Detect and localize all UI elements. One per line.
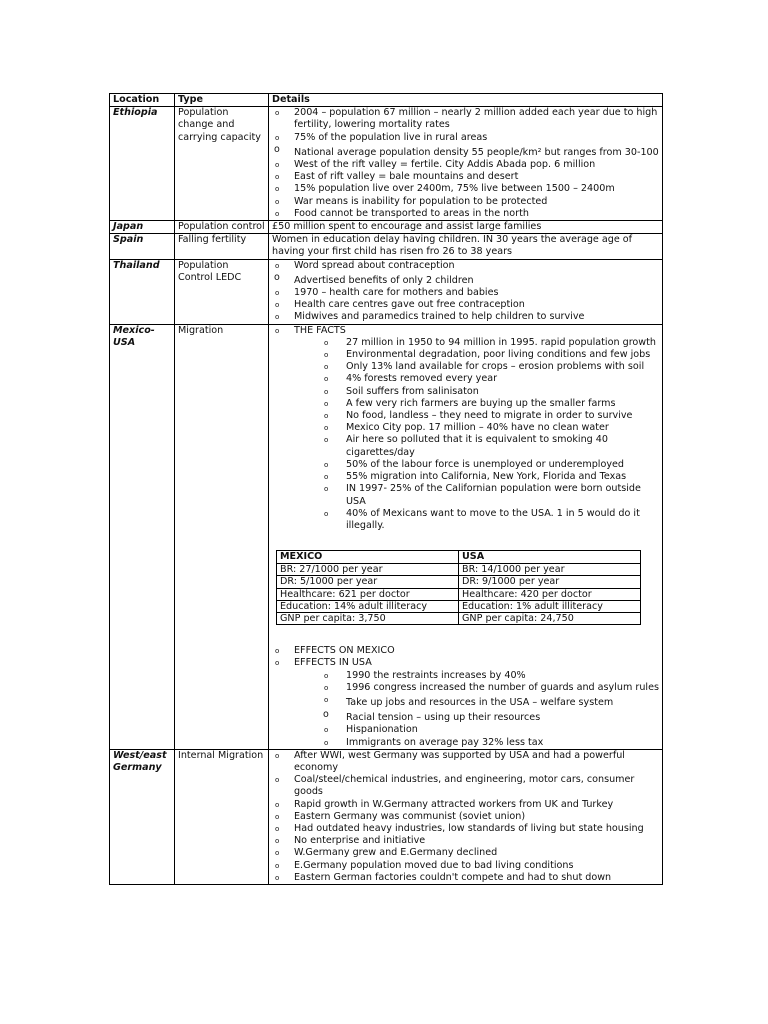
- facts-heading: o THE FACTS: [272, 325, 659, 337]
- type-cell: Population control: [175, 221, 269, 234]
- bullet-list: [272, 260, 659, 324]
- table-row-spain: [110, 234, 663, 259]
- type-cell: Migration: [175, 324, 269, 749]
- list-item: o Midwives and paramedics trained to help children to survive: [272, 311, 659, 323]
- bullet-list: [272, 325, 659, 337]
- list-item: o Environmental degradation, poor living conditions and few jobs: [272, 349, 659, 361]
- table-row-japan: [110, 221, 663, 234]
- location-cell: Japan: [110, 221, 175, 234]
- list-item: o East of rift valley = bale mountains and desert: [272, 171, 659, 183]
- location-header: Location: [110, 94, 175, 107]
- usa-cell: BR: 14/1000 per year: [459, 564, 641, 576]
- details-cell: [269, 749, 663, 884]
- type-cell: Internal Migration: [175, 749, 269, 884]
- details-cell: [269, 324, 663, 749]
- table-row: [277, 600, 641, 612]
- spacer: [272, 532, 659, 550]
- list-item: o 1970 – health care for mothers and babies: [272, 287, 659, 299]
- list-item: o National average population density 55 people/km² but ranges from 30-100: [272, 144, 659, 159]
- effects-mexico-heading: o EFFECTS ON MEXICO: [272, 645, 659, 657]
- details-header: Details: [269, 94, 663, 107]
- list-item: o 50% of the labour force is unemployed or underemployed: [272, 459, 659, 471]
- usa-cell: GNP per capita: 24,750: [459, 612, 641, 624]
- list-item: o War means is inability for population to be protected: [272, 196, 659, 208]
- table-row: [277, 564, 641, 576]
- list-item: o Only 13% land available for crops – erosion problems with soil: [272, 361, 659, 373]
- list-item: o Health care centres gave out free contraception: [272, 299, 659, 311]
- list-item: o Word spread about contraception: [272, 260, 659, 272]
- type-cell: Population change and carrying capacity: [175, 107, 269, 221]
- list-item: o Eastern Germany was communist (soviet union): [272, 811, 659, 823]
- list-item: o Hispanionation: [272, 724, 659, 736]
- bullet-list: [272, 645, 659, 669]
- type-cell: Population Control LEDC: [175, 259, 269, 324]
- list-item: o IN 1997- 25% of the Californian population were born outside USA: [272, 483, 659, 507]
- usa-header: USA: [459, 551, 641, 564]
- list-item: o Food cannot be transported to areas in the north: [272, 208, 659, 220]
- list-item: o E.Germany population moved due to bad living conditions: [272, 860, 659, 872]
- mexico-header: MEXICO: [277, 551, 459, 564]
- mexico-cell: BR: 27/1000 per year: [277, 564, 459, 576]
- list-item: o Immigrants on average pay 32% less tax: [272, 737, 659, 749]
- spacer: [272, 625, 659, 645]
- list-item: o Had outdated heavy industries, low standards of living but state housing: [272, 823, 659, 835]
- details-cell: [269, 259, 663, 324]
- location-cell: West/east Germany: [110, 749, 175, 884]
- table-row: [277, 588, 641, 600]
- comparison-header-row: [277, 551, 641, 564]
- mexico-cell: DR: 5/1000 per year: [277, 576, 459, 588]
- table-row-thailand: [110, 259, 663, 324]
- usa-cell: DR: 9/1000 per year: [459, 576, 641, 588]
- list-item: o 1990 the restraints increases by 40%: [272, 670, 659, 682]
- bullet-list: [272, 107, 659, 220]
- list-item: o Eastern German factories couldn't compete and had to shut down: [272, 872, 659, 884]
- location-cell: Thailand: [110, 259, 175, 324]
- list-item: o 1996 congress increased the number of guards and asylum rules: [272, 682, 659, 694]
- list-item: o 15% population live over 2400m, 75% live between 1500 – 2400m: [272, 183, 659, 195]
- details-cell: Women in education delay having children. IN 30 years the average age of having your first child has risen fro 26 to 38 years: [269, 234, 663, 259]
- details-cell: £50 million spent to encourage and assist large families: [269, 221, 663, 234]
- location-cell: Spain: [110, 234, 175, 259]
- table-row: [277, 612, 641, 624]
- header-row: [110, 94, 663, 107]
- mexico-cell: Education: 14% adult illiteracy: [277, 600, 459, 612]
- list-item: o Take up jobs and resources in the USA – welfare system: [272, 694, 659, 709]
- mexico-cell: GNP per capita: 3,750: [277, 612, 459, 624]
- list-item: o W.Germany grew and E.Germany declined: [272, 847, 659, 859]
- list-item: o No enterprise and initiative: [272, 835, 659, 847]
- list-item: o Air here so polluted that it is equivalent to smoking 40 cigarettes/day: [272, 434, 659, 458]
- mexico-cell: Healthcare: 621 per doctor: [277, 588, 459, 600]
- geography-case-study-table: [109, 93, 663, 885]
- table-row-ethiopia: [110, 107, 663, 221]
- list-item: o Advertised benefits of only 2 children: [272, 272, 659, 287]
- list-item: o 55% migration into California, New York, Florida and Texas: [272, 471, 659, 483]
- list-item: o 2004 – population 67 million – nearly 2 million added each year due to high fertility, lowering mortality rates: [272, 107, 659, 131]
- list-item: o Rapid growth in W.Germany attracted workers from UK and Turkey: [272, 799, 659, 811]
- type-cell: Falling fertility: [175, 234, 269, 259]
- list-item: o A few very rich farmers are buying up the smaller farms: [272, 398, 659, 410]
- usa-cell: Healthcare: 420 per doctor: [459, 588, 641, 600]
- list-item: o West of the rift valley = fertile. City Addis Abada pop. 6 million: [272, 159, 659, 171]
- list-item: o Coal/steel/chemical industries, and engineering, motor cars, consumer goods: [272, 774, 659, 798]
- list-item: o 27 million in 1950 to 94 million in 1995. rapid population growth: [272, 337, 659, 349]
- table-row: [277, 576, 641, 588]
- list-item: o 75% of the population live in rural areas: [272, 132, 659, 144]
- bullet-list: [272, 750, 659, 884]
- list-item: o Soil suffers from salinisaton: [272, 386, 659, 398]
- list-item: o Mexico City pop. 17 million – 40% have no clean water: [272, 422, 659, 434]
- usa-cell: Education: 1% adult illiteracy: [459, 600, 641, 612]
- table-row-germany: [110, 749, 663, 884]
- facts-list: [272, 337, 659, 532]
- list-item: o 4% forests removed every year: [272, 373, 659, 385]
- list-item: o Racial tension – using up their resources: [272, 709, 659, 724]
- list-item: o 40% of Mexicans want to move to the USA. 1 in 5 would do it illegally.: [272, 508, 659, 532]
- details-cell: [269, 107, 663, 221]
- location-cell: Ethiopia: [110, 107, 175, 221]
- effects-list: [272, 670, 659, 749]
- list-item: o After WWI, west Germany was supported by USA and had a powerful economy: [272, 750, 659, 774]
- type-header: Type: [175, 94, 269, 107]
- mexico-usa-comparison-table: [276, 550, 641, 625]
- effects-usa-heading: o EFFECTS IN USA: [272, 657, 659, 669]
- list-item: o No food, landless – they need to migrate in order to survive: [272, 410, 659, 422]
- location-cell: Mexico-USA: [110, 324, 175, 749]
- table-row-mexico-usa: [110, 324, 663, 749]
